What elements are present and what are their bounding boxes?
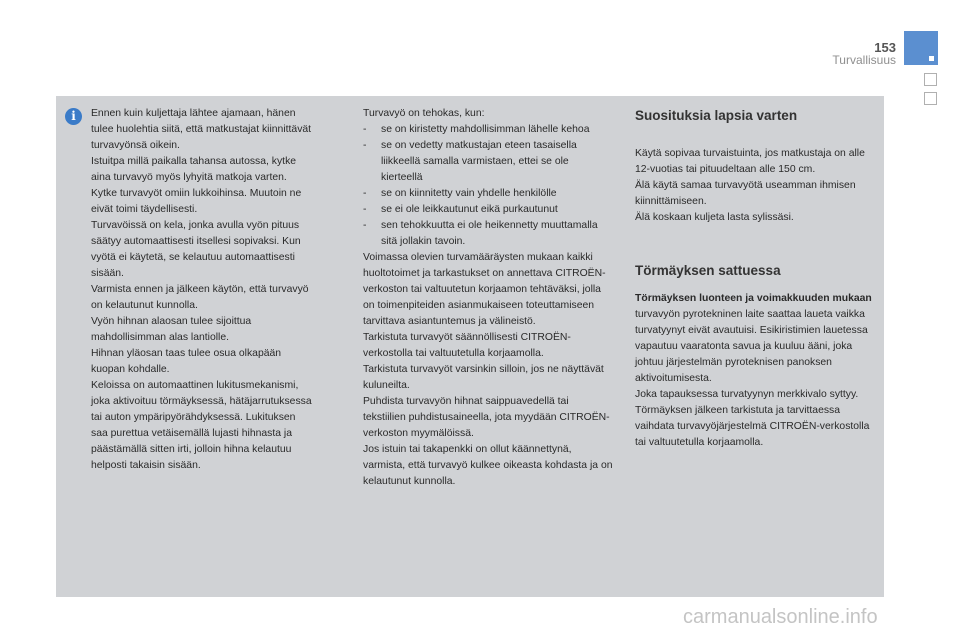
middle-column — [363, 106, 613, 490]
bullet-marker: - — [363, 140, 367, 151]
paragraph: Tarkistuta turvavyöt varsinkin silloin, jos ne näyttävät kuluneilta. — [363, 364, 604, 391]
crash-heading: Törmäyksen sattuessa — [635, 263, 781, 278]
section-title: Turvallisuus — [832, 53, 896, 67]
list-item-text: se on kiristetty mahdollisimman lähelle kehoa — [381, 124, 590, 135]
paragraph: Älä koskaan kuljeta lasta sylissäsi. — [635, 212, 794, 223]
paragraph: Istuitpa millä paikalla tahansa autossa, kytke aina turvavyö myös lyhyitä matkoja varten. — [91, 156, 297, 183]
intro-text: Turvavyö on tehokas, kun: — [363, 108, 485, 119]
paragraph: Varmista ennen ja jälkeen käytön, että turvavyö on kelautunut kunnolla. — [91, 284, 309, 311]
chapter-tab[interactable] — [924, 73, 937, 86]
list-item-text: se ei ole leikkautunut eikä purkautunut — [381, 204, 558, 215]
children-heading: Suosituksia lapsia varten — [635, 108, 798, 123]
paragraph: Vyön hihnan alaosan tulee sijoittua mahdollisimman alas lantiolle. — [91, 316, 252, 343]
page-number: 153 — [874, 40, 896, 55]
paragraph: Turvavöissä on kela, jonka avulla vyön pituus säätyy automaattisesti itsellesi sopivaksi. Kun vyötä ei käytetä, se kelautuu automaattisesti sisään. — [91, 220, 301, 279]
bullet-marker: - — [363, 124, 367, 135]
chapter-tab-active[interactable] — [904, 31, 938, 65]
paragraph — [635, 291, 877, 387]
right-column — [635, 106, 877, 451]
crash-bold-text: Törmäyksen luonteen ja voimakkuuden mukaan — [635, 293, 872, 304]
list-item-text: se on vedetty matkustajan eteen tasaisella liikkeellä samalla varmistaen, ettei se ole kierteellä — [381, 140, 577, 183]
list-item — [363, 202, 613, 218]
paragraph: Törmäyksen jälkeen tarkistuta ja tarvittaessa vaihdata turvavyöjärjestelmä CITROËN-verkostolla tai valtuutetulla korjaamolla. — [635, 405, 870, 448]
list-item-text: sen tehokkuutta ei ole heikennetty muuttamalla sitä jollakin tavoin. — [381, 220, 598, 247]
info-icon: i — [65, 108, 82, 125]
list-item-text: se on kiinnitetty vain yhdelle henkilölle — [381, 188, 557, 199]
paragraph: Älä käytä samaa turvavyötä useamman ihmisen kiinnittämiseen. — [635, 180, 856, 207]
paragraph: Puhdista turvavyön hihnat saippuavedellä tai tekstiilien puhdistusaineella, jota myydään CITROËN-verkoston myymälöissä. — [363, 396, 610, 439]
paragraph: Joka tapauksessa turvatyynyn merkkivalo syttyy. — [635, 389, 859, 400]
paragraph: Käytä sopivaa turvaistuinta, jos matkustaja on alle 12-vuotias tai pituudeltaan alle 150 cm. — [635, 148, 865, 175]
list-item — [363, 186, 613, 202]
watermark: carmanualsonline.info — [683, 606, 878, 628]
list-item — [363, 122, 613, 138]
paragraph: Jos istuin tai takapenkki on ollut käännettynä, varmista, että turvavyö kulkee oikeasta kohdasta ja on kelautunut kunnolla. — [363, 444, 613, 487]
paragraph: Kytke turvavyöt omiin lukkoihinsa. Muutoin ne eivät toimi täydellisesti. — [91, 188, 302, 215]
list-item — [363, 218, 613, 250]
bullet-marker: - — [363, 204, 367, 215]
paragraph: Ennen kuin kuljettaja lähtee ajamaan, hänen tulee huolehtia siitä, että matkustajat kiinnittävät turvavyönsä oikein. — [91, 108, 312, 151]
chapter-tab[interactable] — [924, 92, 937, 105]
tab-marker — [929, 56, 934, 61]
paragraph: Tarkistuta turvavyöt säännöllisesti CITROËN-verkostolla tai valtuutetulla korjaamolla. — [363, 332, 571, 359]
crash-text: turvavyön pyrotekninen laite saattaa laueta vaikka turvatyynyt eivät avautuisi. Esikiristimien lauetessa vapautuu vaaratonta savua ja kuuluu ääni, joka johtuu järjestelmän pyroteknisen panoksen aktivoitumisesta. — [635, 309, 868, 384]
left-column — [91, 106, 313, 474]
content-panel — [56, 96, 884, 597]
paragraph: Voimassa olevien turvamääräysten mukaan kaikki huoltotoimet ja tarkastukset on annettava CITROËN-verkoston tai valtuutetun korjaamon tehtäväksi, jolla on toimenpiteiden asianmukaiseen toteuttamiseen tarvittava asiantuntemus ja välineistö. — [363, 252, 606, 327]
paragraph: Keloissa on automaattinen lukitusmekanismi, joka aktivoituu törmäyksessä, hätäjarrutuksessa tai auton ympäripyörähdyksessä. Lukituksen saa purettua vetäisemällä lujasti hihnasta ja päästämällä sitten irti, jolloin hihna kelautuu helposti takaisin sisään. — [91, 380, 312, 471]
paragraph: Hihnan yläosan taas tulee osua olkapään kuopan kohdalle. — [91, 348, 282, 375]
list-item — [363, 138, 613, 186]
bullet-marker: - — [363, 220, 367, 231]
bullet-marker: - — [363, 188, 367, 199]
